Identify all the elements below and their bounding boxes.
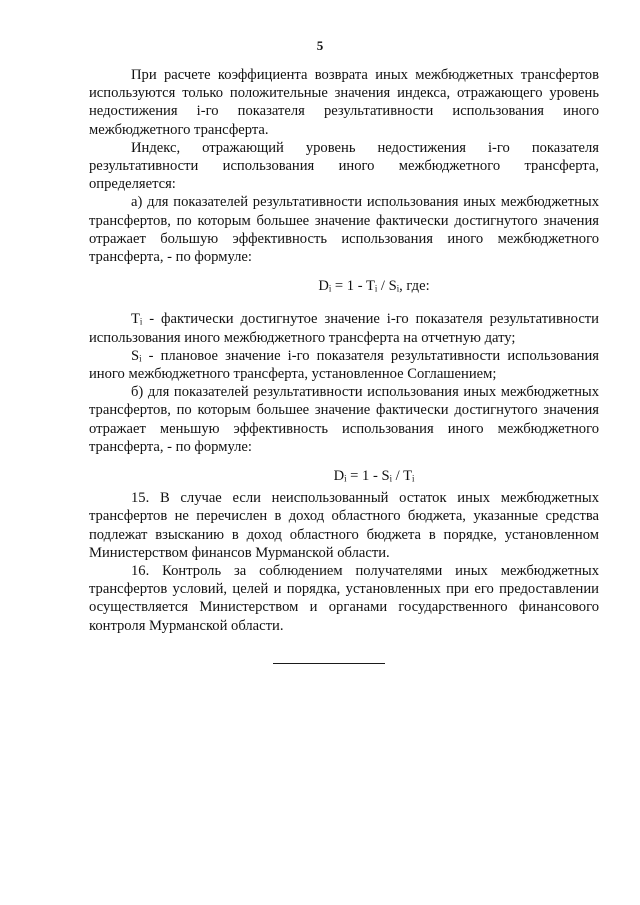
- formula-b: Dᵢ = 1 - Sᵢ / Tᵢ: [333, 468, 415, 485]
- paragraph-case-b: б) для показателей результативности использования иных межбюджетных трансфертов, по которым большее значение фактически достигнутого значения отражает меньшую эффективность использования иного межбюджетного трансферта, - по формуле:: [89, 384, 599, 455]
- paragraph-item-15: 15. В случае если неиспользованный остаток иных межбюджетных трансфертов не перечислен в доход областного бюджета, указанные средства подлежат взысканию в доход областного бюджета в порядке, установленном Министерством финансов Мурманской области.: [89, 490, 599, 561]
- paragraph-item-16: 16. Контроль за соблюдением получателями иных межбюджетных трансфертов условий, целей и порядка, установленных при его предоставлении осуществляется Министерством и органами государственного финансового контроля Мурманской области.: [89, 563, 599, 634]
- paragraph-ti-definition: Tᵢ - фактически достигнутое значение i-го показателя результативности использования иного межбюджетного трансферта на отчетную дату;: [89, 311, 599, 346]
- paragraph-index-definition: Индекс, отражающий уровень недостижения i-го показателя результативности использования иного межбюджетного трансферта, определяется:: [89, 139, 599, 193]
- page-number: 5: [316, 38, 324, 53]
- end-divider-line: [273, 663, 385, 664]
- formula-a: Dᵢ = 1 - Tᵢ / Sᵢ, где:: [318, 278, 430, 295]
- paragraph-si-definition: Sᵢ - плановое значение i-го показателя результативности использования иного межбюджетного трансферта, установленное Соглашением;: [89, 347, 599, 383]
- paragraph-coefficient-note: При расчете коэффициента возврата иных межбюджетных трансфертов используются только положительные значения индекса, отражающего уровень недостижения i-го показателя результативности использования иного межбюджетного трансферта.: [89, 67, 599, 138]
- paragraph-case-a: а) для показателей результативности использования иных межбюджетных трансфертов, по которым большее значение фактически достигнутого значения отражает большую эффективность использования иного межбюджетного трансферта, - по формуле:: [89, 194, 599, 266]
- document-body: [89, 66, 599, 635]
